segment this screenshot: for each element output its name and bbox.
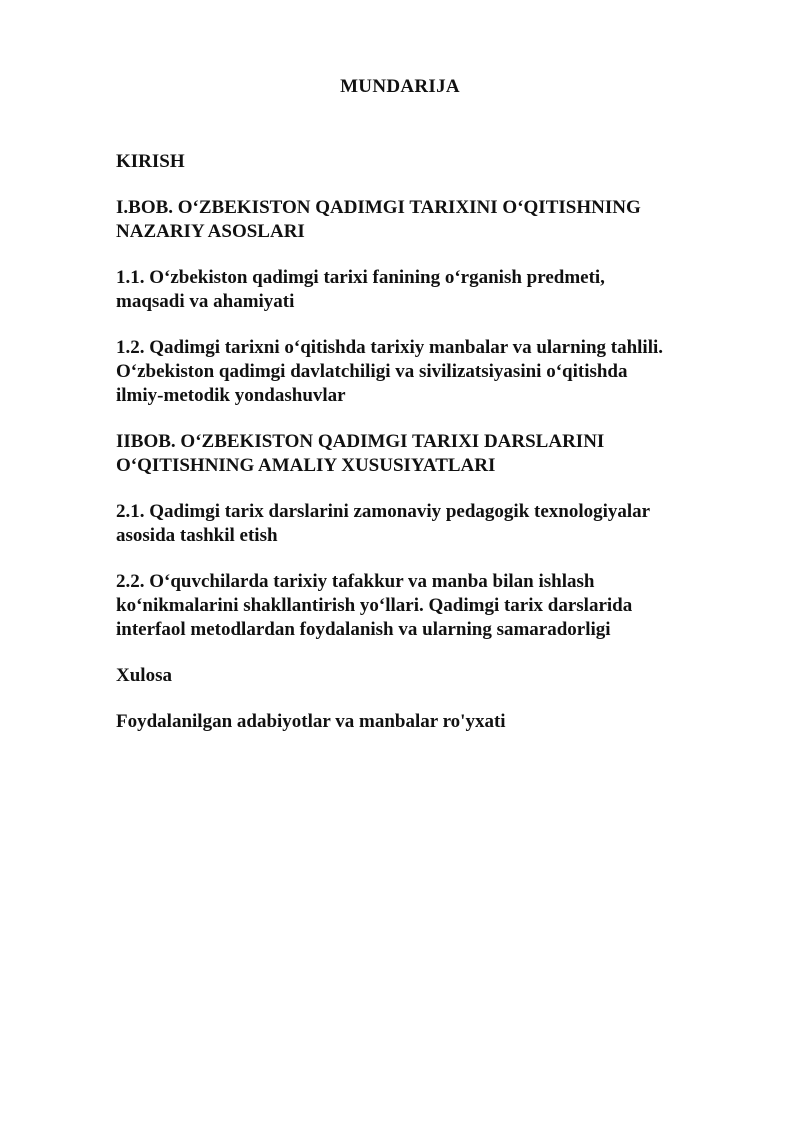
toc-line: KIRISH — [116, 151, 185, 172]
toc-line: ilmiy-metodik yondashuvlar — [116, 385, 346, 406]
toc-line: 1.2. Qadimgi tarixni o‘qitishda tarixiy manbalar va ularning tahlili. — [116, 337, 664, 358]
toc-entry-references — [116, 710, 756, 734]
toc-entry-conclusion — [116, 664, 756, 688]
toc-line: O‘zbekiston qadimgi davlatchiligi va sivilizatsiyasini o‘qitishda — [116, 361, 628, 382]
toc-line: interfaol metodlardan foydalanish va ularning samaradorligi — [116, 619, 611, 640]
table-of-contents — [116, 150, 756, 756]
toc-line: maqsadi va ahamiyati — [116, 291, 295, 312]
toc-line: I.BOB. O‘ZBEKISTON QADIMGI TARIXINI O‘QITISHNING — [116, 197, 641, 218]
toc-line: 2.1. Qadimgi tarix darslarini zamonaviy pedagogik texnologiyalar — [116, 501, 651, 522]
toc-entry-chapter-2 — [116, 430, 756, 478]
toc-line: ko‘nikmalarini shakllantirish yo‘llari. Qadimgi tarix darslarida — [116, 595, 633, 616]
toc-line: Xulosa — [116, 665, 172, 686]
toc-line: NAZARIY ASOSLARI — [116, 221, 305, 242]
page-title: MUNDARIJA — [340, 76, 460, 97]
toc-entry-section-1-1 — [116, 266, 756, 314]
toc-line: asosida tashkil etish — [116, 525, 278, 546]
toc-entry-section-2-2 — [116, 570, 756, 642]
toc-entry-section-1-2 — [116, 336, 756, 408]
toc-entry-chapter-1 — [116, 196, 756, 244]
toc-line: IIBOB. O‘ZBEKISTON QADIMGI TARIXI DARSLARINI — [116, 431, 605, 452]
toc-line: Foydalanilgan adabiyotlar va manbalar ro'yxati — [116, 711, 506, 732]
toc-line: O‘QITISHNING AMALIY XUSUSIYATLARI — [116, 455, 496, 476]
toc-line: 1.1. O‘zbekiston qadimgi tarixi fanining o‘rganish predmeti, — [116, 267, 605, 288]
toc-line: 2.2. O‘quvchilarda tarixiy tafakkur va manba bilan ishlash — [116, 571, 595, 592]
toc-entry-section-2-1 — [116, 500, 756, 548]
toc-entry-introduction — [116, 150, 756, 174]
